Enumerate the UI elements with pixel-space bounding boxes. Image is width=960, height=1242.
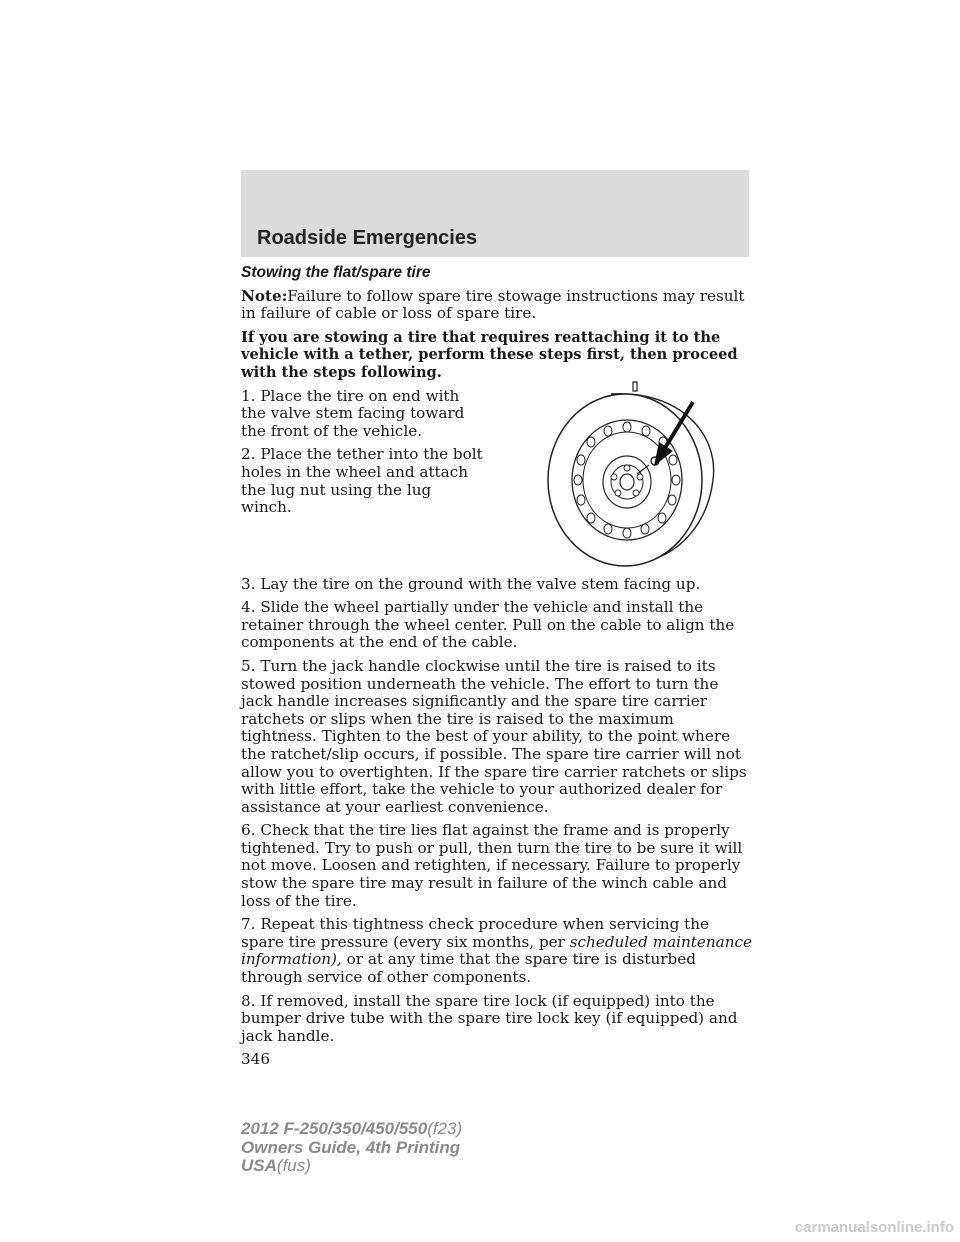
page-number: 346 xyxy=(241,1050,270,1069)
step-5: 5. Turn the jack handle clockwise until the tire is raised to its stowed position underneath the vehicle. The effort to turn the jack handle increases significantly and the spare tire carrier ratchets or slips when the tire is raised to the maximum tightness. Tighten to the best of your ability, to the point where the ratchet/slip occurs, if possible. The spare tire carrier will not allow you to overtighten. If the spare tire carrier ratchets or slips with little effort, take the vehicle to your authorized dealer for assistance at your earliest convenience. xyxy=(241,656,747,816)
step-2: 2. Place the tether into the bolt holes in the wheel and attach the lug nut using the lug winch. xyxy=(241,445,483,517)
footer-model-line xyxy=(241,1120,462,1139)
document-footer xyxy=(241,1120,462,1176)
step-4: 4. Slide the wheel partially under the vehicle and install the retainer through the wheel center. Pull on the cable to align the components at the end of the cable. xyxy=(241,598,735,652)
footer-edition: Owners Guide, 4th Printing xyxy=(241,1137,461,1157)
steps-with-illustration xyxy=(241,388,753,576)
footer-model: 2012 F-250/350/450/550 xyxy=(241,1119,428,1138)
page-content xyxy=(241,264,753,1069)
note-label: Note: xyxy=(241,286,288,305)
subsection-heading: Stowing the flat/spare tire xyxy=(241,264,431,281)
step-7 xyxy=(241,916,753,986)
footer-model-code: (f23) xyxy=(427,1119,463,1138)
footer-market-line xyxy=(241,1157,462,1176)
arrow-icon xyxy=(541,380,721,570)
footer-market: USA xyxy=(241,1156,277,1175)
step-1: 1. Place the tire on end with the valve stem facing toward the front of the vehicle. xyxy=(241,386,465,440)
step-7-text: 7. Repeat this tightness check procedure when servicing the spare tire pressure (every six months, per xyxy=(241,915,709,951)
note-paragraph xyxy=(241,288,753,323)
watermark: carmanualsonline.info xyxy=(794,1219,954,1236)
note-text: Failure to follow spare tire stowage instructions may result in failure of cable or loss of spare tire. xyxy=(241,286,745,323)
footer-market-code: (fus) xyxy=(276,1156,311,1175)
section-title: Roadside Emergencies xyxy=(257,227,478,249)
maintenance-reference: scheduled maintenance information), xyxy=(241,932,753,969)
tether-instruction: If you are stowing a tire that requires reattaching it to the vehicle with a tether, perform these steps first, then proceed with the steps following. xyxy=(241,328,738,381)
step-7-continued: or at any time that the spare tire is disturbed through service of other components. xyxy=(241,950,696,987)
step-8: 8. If removed, install the spare tire lock (if equipped) into the bumper drive tube with the spare tire lock key (if equipped) and jack handle. xyxy=(241,991,738,1045)
step-3: 3. Lay the tire on the ground with the valve stem facing up. xyxy=(241,574,701,593)
section-header xyxy=(241,170,749,257)
step-6: 6. Check that the tire lies flat against the frame and is properly tightened. Try to push or pull, then turn the tire to be sure it will not move. Loosen and retighten, if necessary. Failure to properly stow the spare tire may result in failure of the winch cable and loss of the tire. xyxy=(241,821,743,910)
